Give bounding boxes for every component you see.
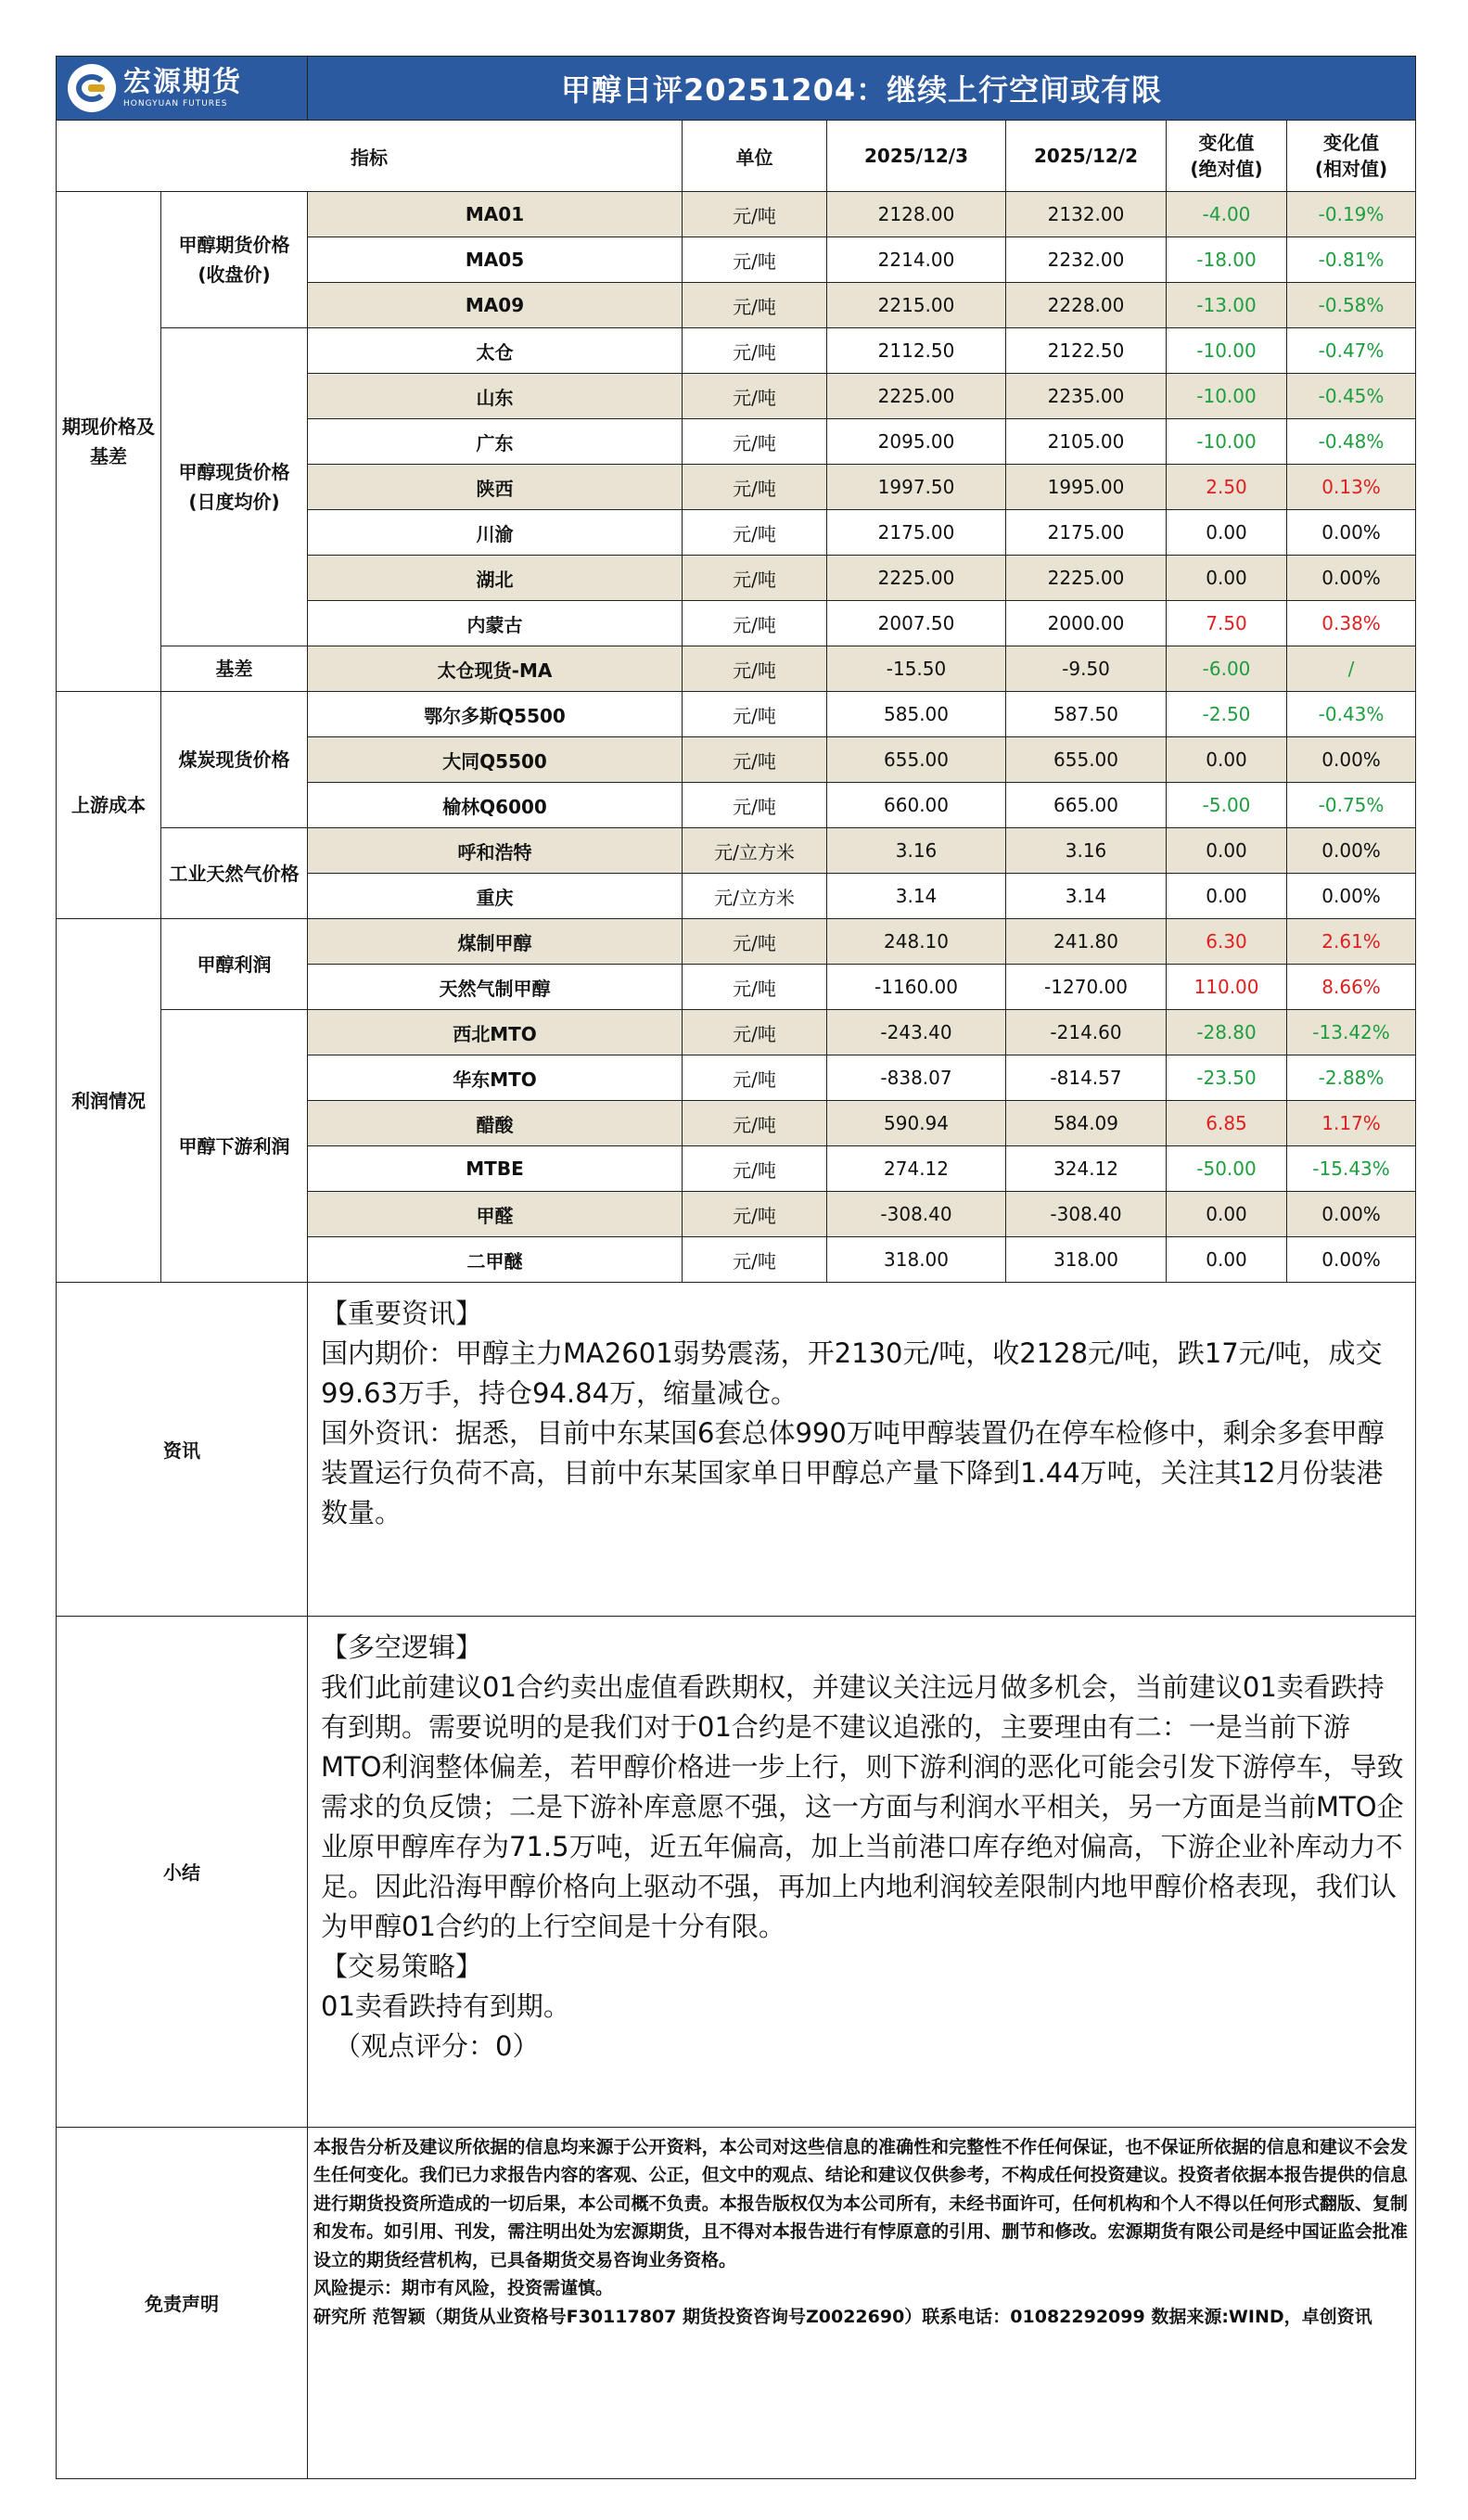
table-row bbox=[57, 828, 1416, 874]
row-value-date2: -308.40 bbox=[1006, 1192, 1167, 1237]
news-heading: 【重要资讯】 bbox=[321, 1297, 483, 1329]
disclaimer-text: 本报告分析及建议所依据的信息均来源于公开资料，本公司对这些信息的准确性和完整性不作任何保证，也不保证所依据的信息和建议不会发生任何变化。我们已力求报告内容的客观、公正，但文中的观点、结论和建议仅供参考，不构成任何投资建议。投资者依据本报告提供的信息进行期货投资所造成的一切后果，本公司概不负责。本报告版权仅为本公司所有，未经书面许可，任何机构和个人不得以任何形式翻版、复制和发布。如引用、刊发，需注明出处为宏源期货，且不得对本报告进行有悖原意的引用、删节和修改。宏源期货有限公司是经中国证监会批准设立的期货经营机构，已具备期货交易咨询业务资格。 bbox=[313, 2136, 1408, 2271]
row-value-date2: 324.12 bbox=[1006, 1146, 1167, 1192]
row-value-date1: 655.00 bbox=[827, 737, 1006, 783]
row-rel-change: -0.47% bbox=[1287, 328, 1416, 374]
row-rel-change: -13.42% bbox=[1287, 1010, 1416, 1055]
news-domestic: 国内期价：甲醇主力MA2601弱势震荡，开2130元/吨，收2128元/吨，跌17元/吨，成交99.63万手，持仓94.84万，缩量减仓。 bbox=[321, 1337, 1383, 1409]
row-value-date1: 3.16 bbox=[827, 828, 1006, 874]
row-rel-change: 0.00% bbox=[1287, 510, 1416, 556]
row-unit: 元/立方米 bbox=[683, 828, 827, 874]
row-rel-change: 0.38% bbox=[1287, 601, 1416, 646]
row-unit: 元/吨 bbox=[683, 783, 827, 828]
row-unit: 元/吨 bbox=[683, 1055, 827, 1101]
row-unit: 元/吨 bbox=[683, 419, 827, 465]
row-unit: 元/吨 bbox=[683, 1237, 827, 1283]
group-futures: 甲醇期货价格(收盘价) bbox=[161, 192, 308, 328]
row-unit: 元/吨 bbox=[683, 465, 827, 510]
row-rel-change: 1.17% bbox=[1287, 1101, 1416, 1146]
row-indicator: 太仓现货-MA bbox=[308, 646, 683, 692]
strategy-heading: 【交易策略】 bbox=[321, 1950, 483, 1982]
row-abs-change: -10.00 bbox=[1167, 419, 1287, 465]
row-unit: 元/吨 bbox=[683, 237, 827, 283]
col-rel-change: 变化值 (相对值) bbox=[1287, 121, 1416, 192]
col-unit: 单位 bbox=[683, 121, 827, 192]
summary-section bbox=[57, 1616, 1416, 2127]
row-value-date2: 655.00 bbox=[1006, 737, 1167, 783]
row-rel-change: / bbox=[1287, 646, 1416, 692]
row-value-date2: 665.00 bbox=[1006, 783, 1167, 828]
row-indicator: 醋酸 bbox=[308, 1101, 683, 1146]
row-rel-change: 0.00% bbox=[1287, 556, 1416, 601]
row-rel-change: -0.48% bbox=[1287, 419, 1416, 465]
row-value-date2: -814.57 bbox=[1006, 1055, 1167, 1101]
row-abs-change: 0.00 bbox=[1167, 1192, 1287, 1237]
row-rel-change: -2.88% bbox=[1287, 1055, 1416, 1101]
row-value-date1: -838.07 bbox=[827, 1055, 1006, 1101]
row-value-date2: 2000.00 bbox=[1006, 601, 1167, 646]
row-indicator: 榆林Q6000 bbox=[308, 783, 683, 828]
row-value-date2: -9.50 bbox=[1006, 646, 1167, 692]
row-unit: 元/吨 bbox=[683, 737, 827, 783]
logo-icon bbox=[68, 64, 116, 112]
row-indicator: 内蒙古 bbox=[308, 601, 683, 646]
logo-cell bbox=[57, 57, 308, 121]
row-abs-change: -13.00 bbox=[1167, 283, 1287, 328]
row-value-date1: 2215.00 bbox=[827, 283, 1006, 328]
data-table bbox=[56, 56, 1416, 1283]
logic-heading: 【多空逻辑】 bbox=[321, 1631, 483, 1663]
col-date2: 2025/12/2 bbox=[1006, 121, 1167, 192]
row-rel-change: 8.66% bbox=[1287, 965, 1416, 1010]
row-unit: 元/吨 bbox=[683, 510, 827, 556]
row-abs-change: -10.00 bbox=[1167, 374, 1287, 419]
row-value-date2: 587.50 bbox=[1006, 692, 1167, 737]
group-downstream: 甲醇下游利润 bbox=[161, 1010, 308, 1283]
row-rel-change: -0.75% bbox=[1287, 783, 1416, 828]
row-unit: 元/吨 bbox=[683, 1192, 827, 1237]
col-indicator: 指标 bbox=[57, 121, 683, 192]
col-date1: 2025/12/3 bbox=[827, 121, 1006, 192]
row-indicator: 湖北 bbox=[308, 556, 683, 601]
row-rel-change: 0.00% bbox=[1287, 1237, 1416, 1283]
row-abs-change: -10.00 bbox=[1167, 328, 1287, 374]
news-body bbox=[308, 1282, 1416, 1616]
row-value-date1: -243.40 bbox=[827, 1010, 1006, 1055]
group-profit: 利润情况 bbox=[57, 919, 161, 1283]
row-indicator: 山东 bbox=[308, 374, 683, 419]
row-abs-change: -2.50 bbox=[1167, 692, 1287, 737]
row-value-date1: 2225.00 bbox=[827, 374, 1006, 419]
row-abs-change: 0.00 bbox=[1167, 874, 1287, 919]
title-bar bbox=[57, 57, 1416, 121]
group-price: 期现价格及基差 bbox=[57, 192, 161, 692]
row-unit: 元/吨 bbox=[683, 328, 827, 374]
row-abs-change: 6.85 bbox=[1167, 1101, 1287, 1146]
row-rel-change: -0.45% bbox=[1287, 374, 1416, 419]
row-value-date2: 2225.00 bbox=[1006, 556, 1167, 601]
row-value-date1: 660.00 bbox=[827, 783, 1006, 828]
row-rel-change: 2.61% bbox=[1287, 919, 1416, 965]
group-methanol-profit: 甲醇利润 bbox=[161, 919, 308, 1010]
row-abs-change: -50.00 bbox=[1167, 1146, 1287, 1192]
row-abs-change: -28.80 bbox=[1167, 1010, 1287, 1055]
row-value-date1: -308.40 bbox=[827, 1192, 1006, 1237]
row-indicator: 川渝 bbox=[308, 510, 683, 556]
text-sections bbox=[56, 1282, 1416, 2479]
company-logo bbox=[60, 64, 303, 112]
row-unit: 元/吨 bbox=[683, 919, 827, 965]
row-abs-change: 110.00 bbox=[1167, 965, 1287, 1010]
row-unit: 元/吨 bbox=[683, 374, 827, 419]
row-unit: 元/吨 bbox=[683, 1101, 827, 1146]
table-row bbox=[57, 328, 1416, 374]
author-text: 研究所 范智颖（期货从业资格号F30117807 期货投资咨询号Z0022690）联系电话：01082292099 数据来源:WIND，卓创资讯 bbox=[313, 2306, 1372, 2327]
row-value-date2: 2132.00 bbox=[1006, 192, 1167, 237]
row-value-date2: 1995.00 bbox=[1006, 465, 1167, 510]
table-row bbox=[57, 646, 1416, 692]
group-gas: 工业天然气价格 bbox=[161, 828, 308, 919]
row-value-date1: 2112.50 bbox=[827, 328, 1006, 374]
row-value-date2: -1270.00 bbox=[1006, 965, 1167, 1010]
logo-english: HONGYUAN FUTURES bbox=[123, 99, 228, 109]
row-rel-change: -0.58% bbox=[1287, 283, 1416, 328]
row-abs-change: 7.50 bbox=[1167, 601, 1287, 646]
row-value-date2: -214.60 bbox=[1006, 1010, 1167, 1055]
col-abs-change: 变化值 (绝对值) bbox=[1167, 121, 1287, 192]
row-value-date1: -15.50 bbox=[827, 646, 1006, 692]
row-unit: 元/吨 bbox=[683, 646, 827, 692]
group-spot: 甲醇现货价格(日度均价) bbox=[161, 328, 308, 646]
row-value-date2: 2122.50 bbox=[1006, 328, 1167, 374]
row-indicator: 重庆 bbox=[308, 874, 683, 919]
group-basis: 基差 bbox=[161, 646, 308, 692]
row-abs-change: 0.00 bbox=[1167, 510, 1287, 556]
row-unit: 元/吨 bbox=[683, 601, 827, 646]
disclaimer-section bbox=[57, 2127, 1416, 2478]
row-value-date1: 2175.00 bbox=[827, 510, 1006, 556]
disclaimer-label: 免责声明 bbox=[57, 2127, 308, 2478]
row-indicator: 呼和浩特 bbox=[308, 828, 683, 874]
row-unit: 元/吨 bbox=[683, 556, 827, 601]
row-indicator: MA05 bbox=[308, 237, 683, 283]
summary-body bbox=[308, 1616, 1416, 2127]
row-rel-change: 0.00% bbox=[1287, 828, 1416, 874]
row-indicator: MA01 bbox=[308, 192, 683, 237]
row-rel-change: 0.00% bbox=[1287, 874, 1416, 919]
row-value-date2: 2232.00 bbox=[1006, 237, 1167, 283]
logic-text: 我们此前建议01合约卖出虚值看跌期权，并建议关注远月做多机会，当前建议01卖看跌持有到期。需要说明的是我们对于01合约是不建议追涨的，主要理由有二：一是当前下游MTO利润整体偏差，若甲醇价格进一步上行，则下游利润的恶化可能会引发下游停车，导致需求的负反馈；二是下游补库意愿不强，这一方面与利润水平相关，另一方面是当前MTO企业原甲醇库存为71.5万吨，近五年偏高，加上当前港口库存绝对偏高，下游企业补库动力不足。因此沿海甲醇价格向上驱动不强，再加上内地利润较差限制内地甲醇价格表现，我们认为甲醇01合约的上行空间是十分有限。 bbox=[321, 1670, 1404, 1942]
row-value-date1: 2128.00 bbox=[827, 192, 1006, 237]
row-value-date1: 590.94 bbox=[827, 1101, 1006, 1146]
row-value-date1: 2225.00 bbox=[827, 556, 1006, 601]
row-unit: 元/吨 bbox=[683, 1010, 827, 1055]
row-value-date2: 3.14 bbox=[1006, 874, 1167, 919]
row-value-date2: 318.00 bbox=[1006, 1237, 1167, 1283]
row-value-date2: 2228.00 bbox=[1006, 283, 1167, 328]
row-rel-change: 0.00% bbox=[1287, 737, 1416, 783]
report-title: 甲醇日评20251204：继续上行空间或有限 bbox=[308, 57, 1416, 121]
header-row bbox=[57, 121, 1416, 192]
row-indicator: MTBE bbox=[308, 1146, 683, 1192]
disclaimer-body bbox=[308, 2127, 1416, 2478]
strategy-text: 01卖看跌持有到期。 bbox=[321, 1989, 570, 2022]
row-indicator: 华东MTO bbox=[308, 1055, 683, 1101]
row-abs-change: 2.50 bbox=[1167, 465, 1287, 510]
row-abs-change: -18.00 bbox=[1167, 237, 1287, 283]
row-indicator: 大同Q5500 bbox=[308, 737, 683, 783]
row-value-date2: 3.16 bbox=[1006, 828, 1167, 874]
group-coal: 煤炭现货价格 bbox=[161, 692, 308, 828]
row-value-date1: 248.10 bbox=[827, 919, 1006, 965]
row-abs-change: 0.00 bbox=[1167, 556, 1287, 601]
row-unit: 元/吨 bbox=[683, 1146, 827, 1192]
row-indicator: 鄂尔多斯Q5500 bbox=[308, 692, 683, 737]
news-section bbox=[57, 1282, 1416, 1616]
row-rel-change: 0.00% bbox=[1287, 1192, 1416, 1237]
row-value-date2: 2235.00 bbox=[1006, 374, 1167, 419]
row-abs-change: -5.00 bbox=[1167, 783, 1287, 828]
row-indicator: 陕西 bbox=[308, 465, 683, 510]
row-indicator: 二甲醚 bbox=[308, 1237, 683, 1283]
row-value-date1: 318.00 bbox=[827, 1237, 1006, 1283]
score-text: （观点评分：0） bbox=[334, 2029, 540, 2062]
row-rel-change: -15.43% bbox=[1287, 1146, 1416, 1192]
row-unit: 元/吨 bbox=[683, 965, 827, 1010]
row-value-date1: 2007.50 bbox=[827, 601, 1006, 646]
row-value-date1: 2095.00 bbox=[827, 419, 1006, 465]
row-rel-change: -0.19% bbox=[1287, 192, 1416, 237]
row-abs-change: 6.30 bbox=[1167, 919, 1287, 965]
row-value-date1: -1160.00 bbox=[827, 965, 1006, 1010]
news-foreign: 国外资讯：据悉，目前中东某国6套总体990万吨甲醇装置仍在停车检修中，剩余多套甲醇装置运行负荷不高，目前中东某国家单日甲醇总产量下降到1.44万吨，关注其12月份装港数量。 bbox=[321, 1416, 1385, 1529]
risk-text: 风险提示：期市有风险，投资需谨慎。 bbox=[313, 2278, 614, 2298]
row-rel-change: -0.81% bbox=[1287, 237, 1416, 283]
row-value-date1: 585.00 bbox=[827, 692, 1006, 737]
table-row bbox=[57, 692, 1416, 737]
row-value-date2: 2105.00 bbox=[1006, 419, 1167, 465]
row-value-date1: 1997.50 bbox=[827, 465, 1006, 510]
row-unit: 元/吨 bbox=[683, 192, 827, 237]
row-indicator: 广东 bbox=[308, 419, 683, 465]
row-abs-change: -23.50 bbox=[1167, 1055, 1287, 1101]
table-body bbox=[57, 192, 1416, 1283]
row-indicator: 太仓 bbox=[308, 328, 683, 374]
row-rel-change: -0.43% bbox=[1287, 692, 1416, 737]
row-value-date1: 3.14 bbox=[827, 874, 1006, 919]
news-label: 资讯 bbox=[57, 1282, 308, 1616]
row-abs-change: 0.00 bbox=[1167, 828, 1287, 874]
logo-name: 宏源期货 bbox=[123, 66, 242, 98]
table-row bbox=[57, 919, 1416, 965]
row-rel-change: 0.13% bbox=[1287, 465, 1416, 510]
row-abs-change: -4.00 bbox=[1167, 192, 1287, 237]
row-indicator: 西北MTO bbox=[308, 1010, 683, 1055]
row-indicator: 甲醛 bbox=[308, 1192, 683, 1237]
report-sheet bbox=[56, 56, 1415, 2479]
row-abs-change: 0.00 bbox=[1167, 1237, 1287, 1283]
table-row bbox=[57, 192, 1416, 237]
row-value-date2: 241.80 bbox=[1006, 919, 1167, 965]
row-unit: 元/吨 bbox=[683, 692, 827, 737]
row-value-date2: 584.09 bbox=[1006, 1101, 1167, 1146]
row-indicator: MA09 bbox=[308, 283, 683, 328]
row-indicator: 天然气制甲醇 bbox=[308, 965, 683, 1010]
row-unit: 元/立方米 bbox=[683, 874, 827, 919]
row-value-date1: 274.12 bbox=[827, 1146, 1006, 1192]
row-value-date2: 2175.00 bbox=[1006, 510, 1167, 556]
row-unit: 元/吨 bbox=[683, 283, 827, 328]
row-abs-change: 0.00 bbox=[1167, 737, 1287, 783]
row-indicator: 煤制甲醇 bbox=[308, 919, 683, 965]
table-row bbox=[57, 1010, 1416, 1055]
summary-label: 小结 bbox=[57, 1616, 308, 2127]
row-abs-change: -6.00 bbox=[1167, 646, 1287, 692]
group-upstream: 上游成本 bbox=[57, 692, 161, 919]
row-value-date1: 2214.00 bbox=[827, 237, 1006, 283]
